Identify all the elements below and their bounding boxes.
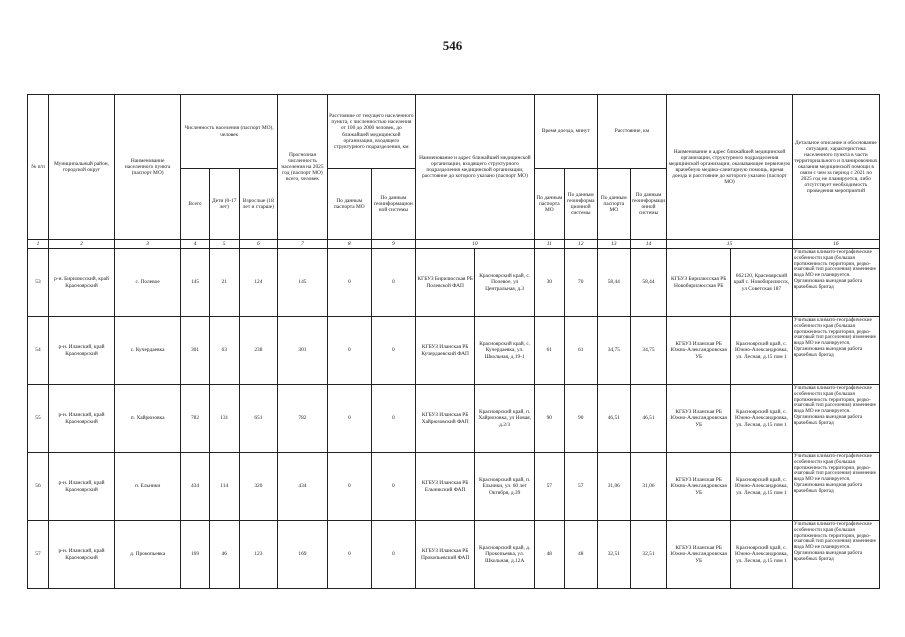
cell-children: 131 xyxy=(209,385,239,453)
cell-dist-geo: 0 xyxy=(371,521,415,589)
column-number: 7 xyxy=(278,240,328,249)
table-row xyxy=(28,249,880,317)
header-settlement: Наименование населенного пункта (паспорт МО) xyxy=(115,95,181,240)
cell-dist-passport: 0 xyxy=(327,521,371,589)
cell-dk-passport: 34,75 xyxy=(597,317,630,385)
header-travel-time: Время доезда, минут xyxy=(534,95,597,169)
cell-primary-address: 662120, Красноярский край с. Новобирилюсск, ул Советская 187 xyxy=(731,249,793,317)
table-row xyxy=(28,453,880,521)
header-dist-geo: По данным геоинформационной системы xyxy=(371,169,415,240)
cell-dist-geo: 0 xyxy=(371,249,415,317)
cell-dk-passport: 32,51 xyxy=(597,521,630,589)
column-number: 2 xyxy=(48,240,114,249)
header-dk-geo: По данным геоинформационной системы xyxy=(630,169,666,240)
header-forecast: Прогнозная численность населения на 2025 год (паспорт МО) всего, человек xyxy=(278,95,328,240)
cell-num: 56 xyxy=(28,453,49,521)
cell-children: 114 xyxy=(209,453,239,521)
cell-total: 301 xyxy=(181,317,210,385)
cell-dk-geo: 58,44 xyxy=(630,249,666,317)
cell-settlement: п. Хайрюзовка xyxy=(115,385,181,453)
cell-note: Учитывая климато-географические особенности края (большая протяженность территории, редко-очаговый тип расселения) изменение вида МО не планируется. Организована выездная работа врачебных бригад xyxy=(792,249,879,317)
cell-forecast: 169 xyxy=(278,521,328,589)
cell-settlement: с. Полевое xyxy=(115,249,181,317)
cell-note: Учитывая климато-географические особенности края (большая протяженность территории, редко-очаговый тип расселения) изменение вида МО не планируется. Организована выездная работа врачебных бригад xyxy=(792,317,879,385)
cell-settlement: с. Кучердаевка xyxy=(115,317,181,385)
cell-dk-passport: 31,06 xyxy=(597,453,630,521)
cell-total: 145 xyxy=(181,249,210,317)
cell-dist-geo: 0 xyxy=(371,453,415,521)
cell-total: 434 xyxy=(181,453,210,521)
cell-adults: 320 xyxy=(239,453,278,521)
column-number: 5 xyxy=(209,240,239,249)
cell-tt-passport: 61 xyxy=(534,317,564,385)
cell-org-address: Красноярский край, с. Полевое, ул Центральная, д.3 xyxy=(475,249,535,317)
column-number-row xyxy=(28,240,880,249)
header-population: Численность населения (паспорт МО), человек xyxy=(181,95,278,169)
column-number: 1 xyxy=(28,240,49,249)
cell-org-name: КГБУЗ Иланская РБ Ельникский ФАП xyxy=(415,453,475,521)
cell-primary-name: КГБУЗ Иланская РБ Южно-Александровская УБ xyxy=(667,453,731,521)
cell-municipality: р-н. Иланский, край Красноярский xyxy=(48,385,114,453)
cell-settlement: д. Прокопьевка xyxy=(115,521,181,589)
cell-primary-name: КГБУЗ Иланская РБ Южно-Александровская УБ xyxy=(667,317,731,385)
cell-total: 782 xyxy=(181,385,210,453)
cell-dist-passport: 0 xyxy=(327,385,371,453)
cell-primary-address: Красноярский край, с. Южно-Александровка, ул. Лесная, д.15 пом 1 xyxy=(731,521,793,589)
cell-total: 169 xyxy=(181,521,210,589)
cell-municipality: р-н. Иланский, край Красноярский xyxy=(48,521,114,589)
cell-tt-passport: 90 xyxy=(534,385,564,453)
cell-forecast: 782 xyxy=(278,385,328,453)
register-table xyxy=(27,94,880,589)
cell-dist-geo: 0 xyxy=(371,317,415,385)
cell-num: 54 xyxy=(28,317,49,385)
header-municipality: Муниципальный район, городской округ xyxy=(48,95,114,240)
cell-org-name: КГБУЗ Иланская РБ Кучердаевский ФАП xyxy=(415,317,475,385)
column-number: 6 xyxy=(239,240,278,249)
cell-num: 55 xyxy=(28,385,49,453)
column-number: 10 xyxy=(415,240,534,249)
column-number: 8 xyxy=(327,240,371,249)
header-distance-unit: Расстояние от текущего населенного пункта, с численностью населения от 100 до 2000 человек, до ближайшей медицинской организации, входящего структурного подразделения, км xyxy=(327,95,415,169)
cell-dk-geo: 34,75 xyxy=(630,317,666,385)
column-number: 12 xyxy=(564,240,597,249)
cell-tt-geo: 70 xyxy=(564,249,597,317)
cell-municipality: р-н. Бирилюсский, край Красноярский xyxy=(48,249,114,317)
header-num: № п/п xyxy=(28,95,49,240)
cell-note: Учитывая климато-географические особенности края (большая протяженность территории, редко-очаговый тип расселения) изменение вида МО не планируется. Организована выездная работа врачебных бригад xyxy=(792,453,879,521)
cell-dk-passport: 46,51 xyxy=(597,385,630,453)
header-nearest-org: Наименование и адрес ближайшей медицинской организации, входящего структурного подразделения медицинской организации, расстояние до которого указано (паспорт МО) xyxy=(415,95,534,240)
cell-num: 53 xyxy=(28,249,49,317)
cell-children: 63 xyxy=(209,317,239,385)
cell-primary-name: КГБУЗ Иланская РБ Южно-Александровская УБ xyxy=(667,385,731,453)
cell-primary-address: Красноярский край, с. Южно-Александровка, ул. Лесная, д.15 пом 1 xyxy=(731,453,793,521)
cell-tt-geo: 90 xyxy=(564,385,597,453)
cell-dk-passport: 58,44 xyxy=(597,249,630,317)
cell-municipality: р-н. Иланский, край Красноярский xyxy=(48,453,114,521)
cell-dist-geo: 0 xyxy=(371,385,415,453)
cell-note: Учитывая климато-географические особенности края (большая протяженность территории, редко-очаговый тип расселения) изменение вида МО не планируется. Организована выездная работа врачебных бригад xyxy=(792,385,879,453)
header-pop-children: Дети (0-17 лет) xyxy=(209,169,239,240)
cell-forecast: 145 xyxy=(278,249,328,317)
cell-dk-geo: 31,06 xyxy=(630,453,666,521)
cell-num: 57 xyxy=(28,521,49,589)
header-dist-passport: По данным паспорта МО xyxy=(327,169,371,240)
header-pop-total: Всего xyxy=(181,169,210,240)
cell-tt-passport: 48 xyxy=(534,521,564,589)
page-number: 546 xyxy=(442,38,463,53)
cell-primary-address: Красноярский край, с. Южно-Александровка, ул. Лесная, д.15 пом 1 xyxy=(731,317,793,385)
header-primary-org: Наименование и адрес ближайшей медицинской организации, структурного подразделения медицинской организации, оказывающее первичную врачебную медико-санитарную помощь, время доезда и расстояние до которого указано (паспорт МО) xyxy=(667,95,793,240)
table-row xyxy=(28,521,880,589)
header-tt-geo: По данным геоинформационной системы xyxy=(564,169,597,240)
cell-primary-address: Красноярский край, с. Южно-Александровка, ул. Лесная, д.15 пом 1 xyxy=(731,385,793,453)
column-number: 15 xyxy=(667,240,793,249)
header-description: Детальное описание и обоснование ситуации, характеристика населенного пункта в части территориального и планировочных оказания медицинской помощи в связи с чем за период с 2021 по 2025 год не планируется, либо отсутствует необходимость проведения мероприятий xyxy=(792,95,879,240)
header-distance-km: Расстояние, км xyxy=(597,95,666,169)
cell-org-name: КГБУЗ Бирилюсская РБ Полевской ФАП xyxy=(415,249,475,317)
column-number: 3 xyxy=(115,240,181,249)
column-number: 9 xyxy=(371,240,415,249)
cell-primary-name: КГБУЗ Бирилюсская РБ Новобирилюсская РБ xyxy=(667,249,731,317)
cell-adults: 123 xyxy=(239,521,278,589)
cell-adults: 651 xyxy=(239,385,278,453)
cell-tt-passport: 30 xyxy=(534,249,564,317)
cell-tt-geo: 61 xyxy=(564,317,597,385)
cell-org-name: КГБУЗ Иланская РБ Хайрюзовский ФАП xyxy=(415,385,475,453)
cell-dk-geo: 32,51 xyxy=(630,521,666,589)
column-number: 13 xyxy=(597,240,630,249)
cell-org-name: КГБУЗ Иланская РБ Прокопьевский ФАП xyxy=(415,521,475,589)
cell-tt-geo: 48 xyxy=(564,521,597,589)
cell-primary-name: КГБУЗ Иланская РБ Южно-Александровская УБ xyxy=(667,521,731,589)
header-pop-adults: Взрослые (18 лет и старше) xyxy=(239,169,278,240)
column-number: 4 xyxy=(181,240,210,249)
cell-adults: 124 xyxy=(239,249,278,317)
cell-org-address: Красноярский край, п. Хайрюзовка, ул Новая, д.2/3 xyxy=(475,385,535,453)
table-row xyxy=(28,317,880,385)
cell-org-address: Красноярский край, д. Прокопьевка, ул. Школьная, д.12А xyxy=(475,521,535,589)
cell-dk-geo: 46,51 xyxy=(630,385,666,453)
header-tt-passport: По данным паспорта МО xyxy=(534,169,564,240)
cell-forecast: 301 xyxy=(278,317,328,385)
cell-adults: 238 xyxy=(239,317,278,385)
column-number: 16 xyxy=(792,240,879,249)
cell-dist-passport: 0 xyxy=(327,453,371,521)
cell-children: 21 xyxy=(209,249,239,317)
column-number: 11 xyxy=(534,240,564,249)
cell-org-address: Красноярский край, с. Кучердаевка, ул. Школьная, д.19-1 xyxy=(475,317,535,385)
cell-note: Учитывая климато-географические особенности края (большая протяженность территории, редко-очаговый тип расселения) изменение вида МО не планируется. Организована выездная работа врачебных бригад xyxy=(792,521,879,589)
cell-municipality: р-н. Иланский, край Красноярский xyxy=(48,317,114,385)
cell-tt-passport: 57 xyxy=(534,453,564,521)
column-number: 14 xyxy=(630,240,666,249)
cell-dist-passport: 0 xyxy=(327,317,371,385)
cell-settlement: п. Ельники xyxy=(115,453,181,521)
cell-dist-passport: 0 xyxy=(327,249,371,317)
cell-tt-geo: 57 xyxy=(564,453,597,521)
cell-forecast: 434 xyxy=(278,453,328,521)
header-dk-passport: По данным паспорта МО xyxy=(597,169,630,240)
table-row xyxy=(28,385,880,453)
cell-org-address: Красноярский край, п. Ельники, ул. 60 лет Октября, д.39 xyxy=(475,453,535,521)
cell-children: 46 xyxy=(209,521,239,589)
